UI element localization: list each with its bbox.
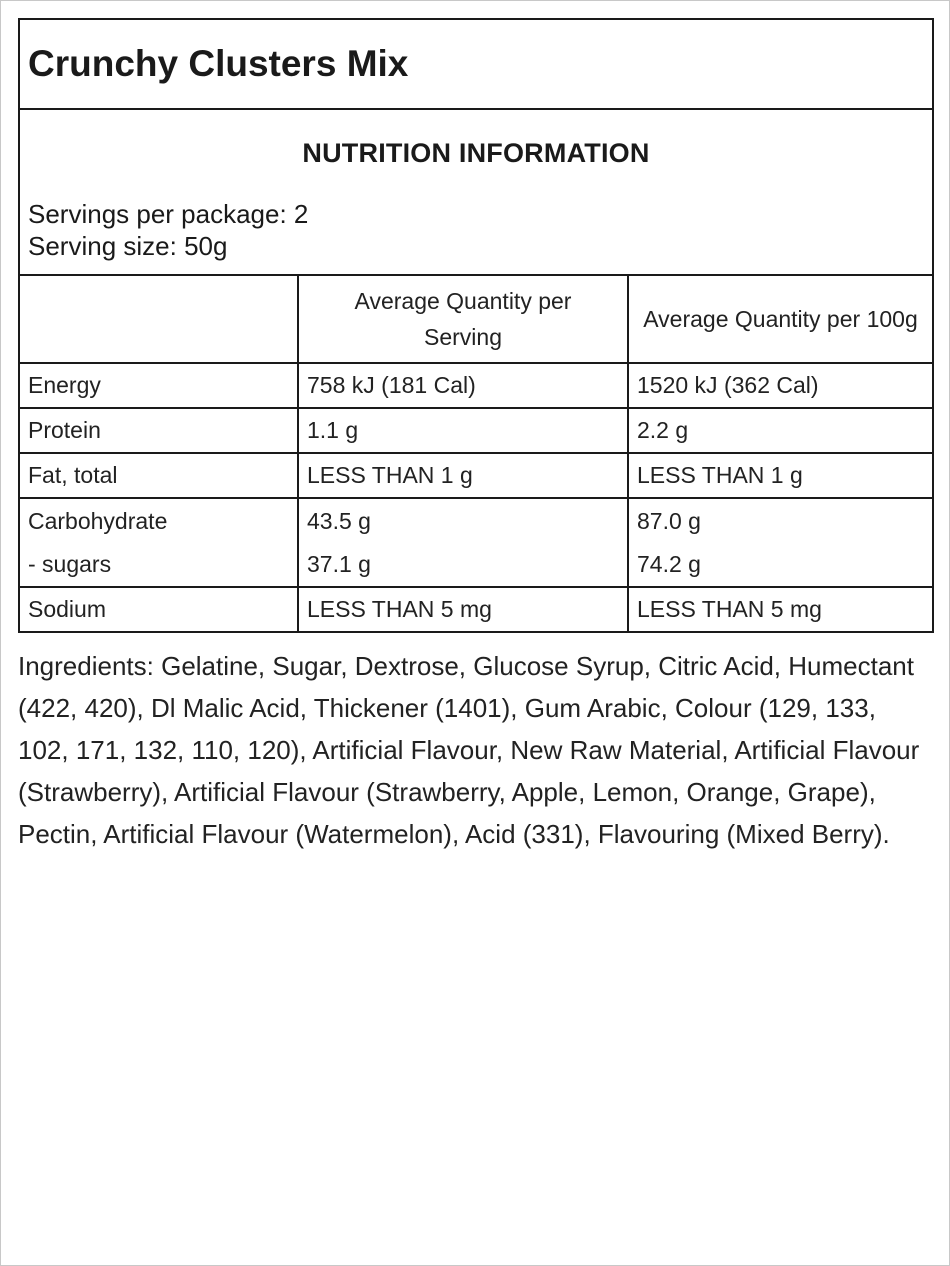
per-serving-value: 1.1 g (298, 408, 628, 453)
servings-info (28, 198, 308, 262)
per-100g-value: 1520 kJ (362 Cal) (628, 363, 932, 408)
table-row-fat-total (20, 453, 932, 498)
nutrient-label: - sugars (20, 543, 298, 587)
nutrition-panel (18, 18, 934, 633)
table-header-row (20, 276, 932, 363)
table-row-sugars (20, 543, 932, 587)
per-serving-value: 758 kJ (181 Cal) (298, 363, 628, 408)
ingredients-text: Ingredients: Gelatine, Sugar, Dextrose, Glucose Syrup, Citric Acid, Humectant (422, 420), Dl Malic Acid, Thickener (1401), Gum Arabic, Colour (129, 133, 102, 171, 132, 110, 120), Artificial Flavour, New Raw Material, Artificial Flavour (Strawberry), Artificial Flavour (Strawberry, Apple, Lemon, Orange, Grape), Pectin, Artificial Flavour (Watermelon), Acid (331), Flavouring (Mixed Berry). (18, 651, 920, 849)
product-title: Crunchy Clusters Mix (28, 43, 409, 84)
product-title-box (20, 20, 932, 110)
per-100g-value: 87.0 g (637, 507, 701, 534)
nutrition-header (20, 110, 932, 276)
nutrition-table (20, 276, 932, 631)
per-100g-value: 74.2 g (628, 543, 932, 587)
column-header-nutrient (20, 276, 298, 363)
nutrient-label: Protein (20, 408, 298, 453)
per-100g-value: LESS THAN 1 g (628, 453, 932, 498)
per-serving-value: LESS THAN 5 mg (298, 587, 628, 631)
per-serving-value: LESS THAN 1 g (298, 453, 628, 498)
table-row-energy (20, 363, 932, 408)
per-serving-value: 43.5 g (298, 498, 628, 543)
nutrient-label: Carbohydrate (20, 498, 298, 543)
servings-per-package: Servings per package: 2 (28, 199, 309, 229)
table-row-carbohydrate (20, 498, 932, 543)
nutrient-label: Sodium (20, 587, 298, 631)
nutrient-label: Fat, total (20, 453, 298, 498)
per-100g-value: LESS THAN 5 mg (637, 596, 822, 622)
nutrient-label: Energy (20, 363, 298, 408)
per-serving-value: 37.1 g (298, 543, 628, 587)
table-row-protein (20, 408, 932, 453)
serving-size: Serving size: 50g (28, 231, 228, 261)
nutrition-heading: NUTRITION INFORMATION (302, 138, 650, 168)
column-header-per-serving: Average Quantity per Serving (298, 276, 628, 363)
per-100g-value: 2.2 g (628, 408, 932, 453)
table-row-sodium (20, 587, 932, 631)
column-header-per-100g: Average Quantity per 100g (628, 276, 932, 363)
